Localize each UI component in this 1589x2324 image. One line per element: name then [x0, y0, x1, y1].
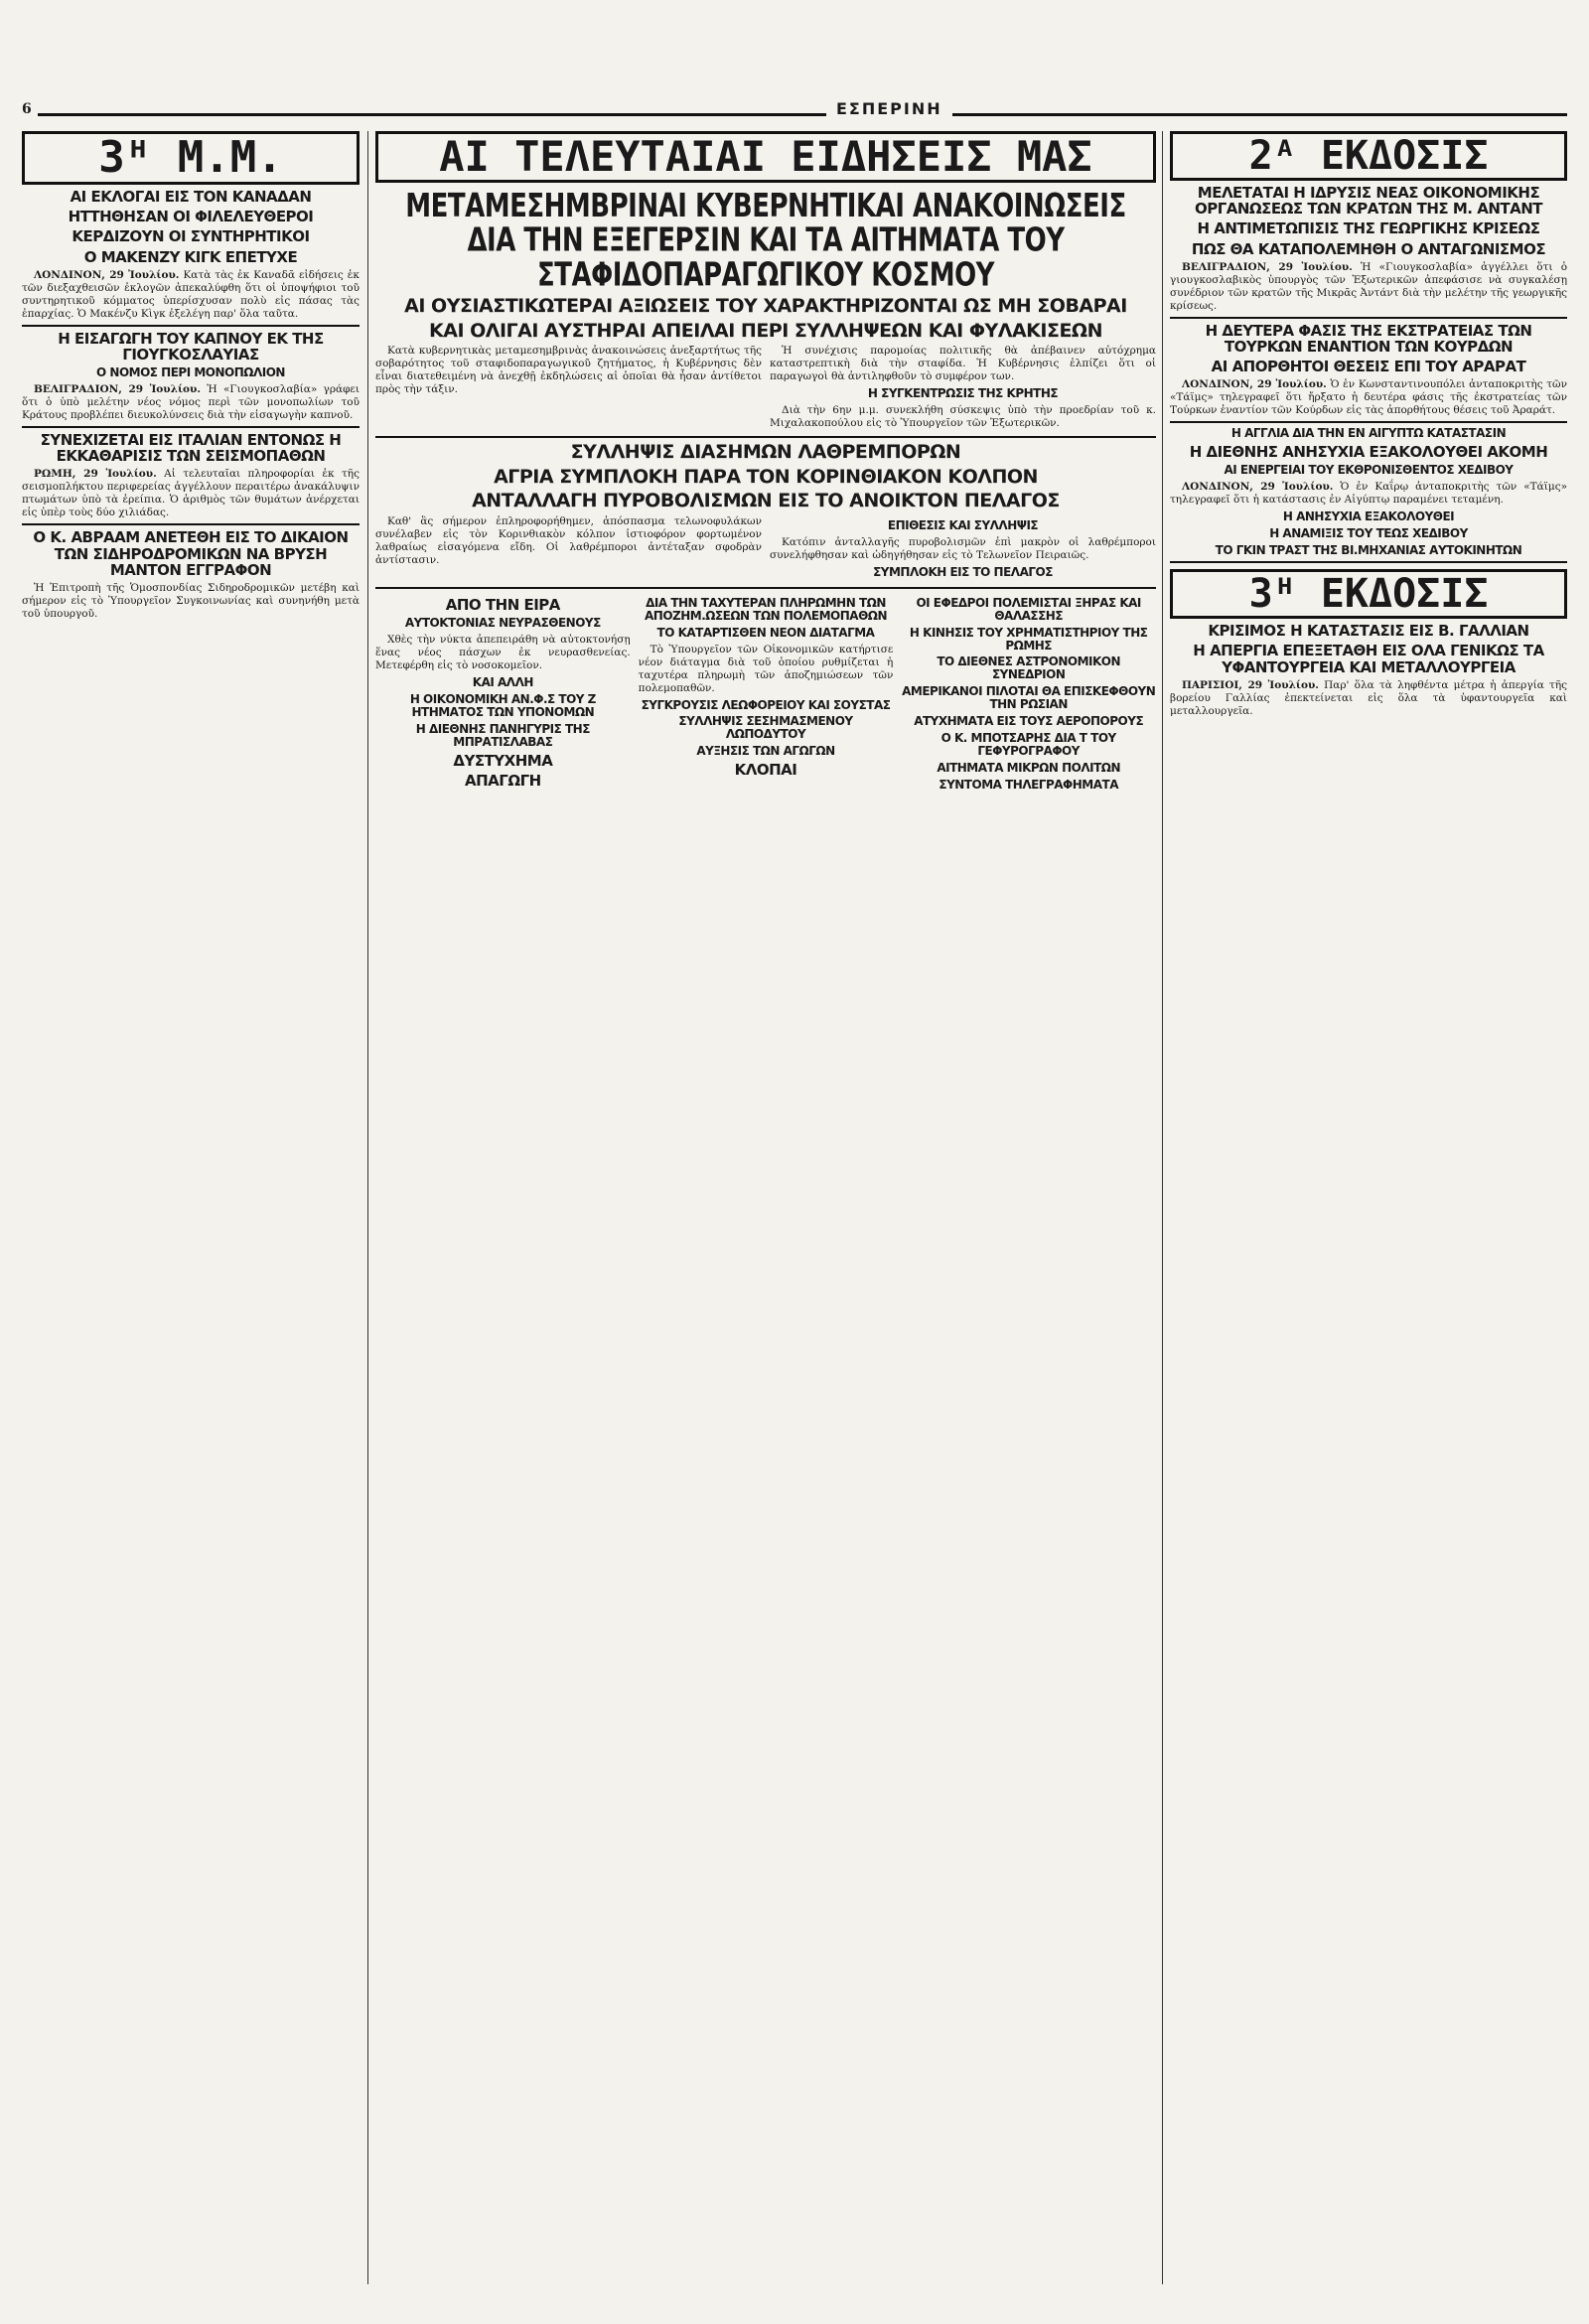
article-body: [1170, 261, 1567, 313]
article-body: [1170, 481, 1567, 507]
subheadline: ΤΟ ΚΑΤΑΡΤΙΣΘΕΝ ΝΕΟΝ ΔΙΑΤΑΓΜΑ: [656, 625, 875, 640]
section-banner: ΑΙ ΤΕΛΕΥΤΑΙΑΙ ΕΙΔΗΣΕΙΣ ΜΑΣ: [375, 131, 1156, 183]
subheadline: ΑΙ ΕΝΕΡΓΕΙΑΙ ΤΟΥ ΕΚΘΡΟΝΙΣΘΕΝΤΟΣ ΧΕΔΙΒΟΥ: [1224, 463, 1514, 478]
dateline: ΛΟΝΔΙΝΟΝ, 29 Ἰουλίου.: [1182, 481, 1334, 494]
article-columns: [375, 345, 1156, 432]
divider: [1170, 561, 1567, 563]
divider: [1170, 421, 1567, 423]
article-text: Ἡ συνέχισις παρομοίας πολιτικῆς θὰ ἀπέβαινεν αὐτόχρημα καταστρεπτικὴ διὰ τὴν σταφίδα. Ἡ Κυβέρνησις ἐλπίζει ὅτι οἱ παραγωγοὶ θὰ ἀντιληφθοῦν τὸ συμφέρον των.: [770, 345, 1156, 383]
headline: ΔΙΑ ΤΗΝ ΤΑΧΥΤΕΡΑΝ ΠΛΗΡΩΜΗΝ ΤΩΝ ΑΠΟΖΗΜ.ΩΣΕΩΝ ΤΩΝ ΠΟΛΕΜΟΠΑΘΩΝ: [644, 595, 888, 623]
article-text: Διὰ τὴν 6ην μ.μ. συνεκλήθη σύσκεψις ὑπὸ τὴν προεδρίαν τοῦ κ. Μιχαλακοπούλου εἰς τὸ Ὑπουργεῖον τῶν Ἐξωτερικῶν.: [770, 404, 1156, 430]
subheadline: Η ΑΝΗΣΥΧΙΑ ΕΞΑΚΟΛΟΥΘΕΙ: [1282, 509, 1455, 524]
divider: [1170, 317, 1567, 319]
headline: ΤΟ ΓΚΙΝ ΤΡΑΣΤ ΤΗΣ ΒΙ.ΜΗΧΑΝΙΑΣ ΑΥΤΟΚΙΝΗΤΩΝ: [1215, 543, 1522, 558]
main-headline: ΜΕΤΑΜΕΣΗΜΒΡΙΝΑΙ ΚΥΒΕΡΝΗΤΙΚΑΙ ΑΝΑΚΟΙΝΩΣΕΙΣ: [405, 188, 1126, 225]
dateline: ΠΑΡΙΣΙΟΙ, 29 Ἰουλίου.: [1182, 678, 1319, 691]
article-text: Αἱ τελευταῖαι πληροφορίαι ἐκ τῆς σεισμοπλήκτου περιφερείας ἀγγέλλουν περαιτέρω ἀνακάλυψιν πτωμάτων ὑπὸ τὰ ἐρείπια. Ὁ ἀριθμὸς τῶν θυμάτων ἀνέρχεται εἰς ὑπὲρ τοὺς δύο χιλιάδας.: [22, 468, 360, 519]
dateline: ΛΟΝΔΙΝΟΝ, 29 Ἰουλίου.: [34, 268, 180, 281]
article-text: Κατόπιν ἀνταλλαγῆς πυροβολισμῶν ἐπὶ μακρὸν οἱ λαθρέμποροι συνελήφθησαν καὶ ὡδηγήθησαν εἰς τὸ Τελωνεῖον Πειραιῶς.: [770, 535, 1156, 561]
headline: ΑΙ ΕΚΛΟΓΑΙ ΕΙΣ ΤΟΝ ΚΑΝΑΔΑΝ: [70, 188, 312, 206]
headline: ΑΙΤΗΜΑΤΑ ΜΙΚΡΩΝ ΠΟΛΙΤΩΝ: [937, 761, 1121, 776]
headline: ΑΠΑΓΩΓΗ: [464, 771, 541, 790]
article-text: Ὁ ἐν Καΐρῳ ἀνταποκριτὴς τῶν «Τάϊμς» τηλεγραφεῖ ὅτι ἡ κατάστασις ἐν Αἰγύπτῳ παραμένει τεταμένη.: [1170, 481, 1567, 507]
headline: ΚΑΙ ΟΛΙΓΑΙ ΑΥΣΤΗΡΑΙ ΑΠΕΙΛΑΙ ΠΕΡΙ ΣΥΛΛΗΨΕΩΝ ΚΑΙ ΦΥΛΑΚΙΣΕΩΝ: [429, 319, 1102, 342]
edition-banner-2: 2ᴬ ΕΚΔΟΣΙΣ: [1170, 131, 1567, 181]
headline: Η ΔΙΕΘΝΗΣ ΑΝΗΣΥΧΙΑ ΕΞΑΚΟΛΟΥΘΕΙ ΑΚΟΜΗ: [1189, 443, 1548, 462]
headline: Η ΕΙΣΑΓΩΓΗ ΤΟΥ ΚΑΠΝΟΥ ΕΚ ΤΗΣ ΓΙΟΥΓΚΟΣΛΑΥΙΑΣ: [58, 329, 324, 363]
headline: ΚΕΡΔΙΖΟΥΝ ΟΙ ΣΥΝΤΗΡΗΤΙΚΟΙ: [72, 227, 310, 246]
article-text: Ἡ Ἐπιτροπὴ τῆς Ὁμοσπονδίας Σιδηροδρομικῶν μετέβη καὶ σήμερον εἰς τὸ Ὑπουργεῖον Συγκοινωνίας καὶ συνηνήθη μετὰ τοῦ ὑπουργοῦ.: [22, 582, 360, 621]
column-rule: [367, 131, 368, 2284]
headline: ΗΤΤΗΘΗΣΑΝ ΟΙ ΦΙΛΕΛΕΥΘΕΡΟΙ: [68, 208, 314, 226]
article-text: Ὁ ἐν Κωνσταντινουπόλει ἀνταποκριτὴς τῶν «Τάϊμς» τηλεγραφεῖ ὅτι ἤρξατο ἡ δευτέρα φάσις τῆς ἐκστρατείας τῶν Τούρκων ἐναντίον τῶν Κούρδων εἰς τὰς ἀπορθήτους θέσεις τοῦ Ἀραράτ.: [1170, 378, 1567, 417]
article-text: Κατὰ τὰς ἐκ Καναδᾶ εἰδήσεις ἐκ τῶν διεξαχθεισῶν ἐκλογῶν ἀπεκαλύφθη ὅτι οἱ ὑποψήφιοι τοῦ συντηρητικοῦ κόμματος ὑπερίσχυσαν πολὺ εἰς πάσας τὰς ἐπαρχίας. Ὁ Μακένζυ Κὶγκ ἐξελέγη παρ' ὅλα ταῦτα.: [22, 268, 360, 320]
article-text: Καθ' ἃς σήμερον ἐπληροφορήθημεν, ἀπόσπασμα τελωνοφυλάκων συνέλαβεν εἰς τὸν Κορινθιακὸν κόλπον ἰστιοφόρον φορτωμένον λαθραίως εἰσαγόμενα εἴδη. Οἱ λαθρέμποροι ἀντέταξαν σφοδρὰν ἀντίστασιν.: [375, 514, 762, 566]
main-headline: ΔΙΑ ΤΗΝ ΕΞΕΓΕΡΣΙΝ ΚΑΙ ΤΑ ΑΙΤΗΜΑΤΑ ΤΟΥ ΣΤΑΦΙΔΟΠΑΡΑΓΩΓΙΚΟΥ ΚΟΣΜΟΥ: [467, 221, 1065, 295]
page-number: 6: [22, 101, 38, 117]
headline: ΔΥΣΤΥΧΗΜΑ: [453, 751, 553, 770]
headline: ΟΙ ΕΦΕΔΡΟΙ ΠΟΛΕΜΙΣΤΑΙ ΞΗΡΑΣ ΚΑΙ ΘΑΛΑΣΣΗΣ: [916, 595, 1141, 623]
headline: Η ΟΙΚΟΝΟΜΙΚΗ ΑΝ.Φ.Σ ΤΟΥ Ζ ΗΤΗΜΑΤΟΣ ΤΩΝ ΥΠΟΝΟΜΩΝ: [409, 691, 596, 719]
right-column: [1170, 131, 1567, 720]
article-text: Ἡ «Γιουγκοσλαβία» γράφει ὅτι ὁ ὑπὸ μελέτην νέος νόμος περὶ τῶν μονοπωλίων τοῦ Κράτους προβλέπει διευκολύνσεις διὰ τὴν εἰσαγωγὴν καπνοῦ.: [22, 383, 360, 422]
divider: [22, 325, 360, 327]
dateline: ΡΩΜΗ, 29 Ἰουλίου.: [34, 468, 157, 481]
headline: Η ΚΙΝΗΣΙΣ ΤΟΥ ΧΡΗΜΑΤΙΣΤΗΡΙΟΥ ΤΗΣ ΡΩΜΗΣ: [909, 625, 1148, 653]
headline: ΑΥΞΗΣΙΣ ΤΩΝ ΑΓΩΓΩΝ: [696, 744, 835, 759]
headline: ΚΡΙΣΙΜΟΣ Η ΚΑΤΑΣΤΑΣΙΣ ΕΙΣ Β. ΓΑΛΛΙΑΝ: [1208, 622, 1529, 641]
article-body: [22, 383, 360, 422]
article-columns: [375, 515, 1156, 583]
divider: [375, 436, 1156, 438]
headline: ΣΥΛΛΗΨΙΣ ΣΕΣΗΜΑΣΜΕΝΟΥ ΛΩΠΟΔΥΤΟΥ: [678, 714, 853, 742]
edition-banner-3mm: 3ᴴ Μ.Μ.: [22, 131, 360, 185]
article-text: Κατὰ κυβερνητικὰς μεταμεσημβρινὰς ἀνακοινώσεις ἀνεξαρτήτως τῆς σοβαρότητος τοῦ σταφιδοπαραγωγικοῦ ζητήματος, ἡ Κυβέρνησις δὲν εἶναι διατεθειμένη νὰ ἀνεχθῇ ἐκδηλώσεις αἱ ὁποῖαι θὰ ἦσαν ἀντίθετοι πρὸς τὴν τάξιν.: [375, 345, 762, 396]
headline: ΣΥΛΛΗΨΙΣ ΔΙΑΣΗΜΩΝ ΛΑΘΡΕΜΠΟΡΩΝ: [570, 441, 961, 464]
center-column: [375, 131, 1156, 796]
headline: ΚΛΟΠΑΙ: [734, 761, 797, 780]
article-body: [22, 468, 360, 519]
header-rule: [22, 113, 1567, 116]
headline: Η ΔΕΥΤΕΡΑ ΦΑΣΙΣ ΤΗΣ ΕΚΣΤΡΑΤΕΙΑΣ ΤΩΝ ΤΟΥΡΚΩΝ ΕΝΑΝΤΙΟΝ ΤΩΝ ΚΟΥΡΔΩΝ: [1205, 321, 1532, 356]
headline: Ο ΜΑΚΕΝΖΥ ΚΙΓΚ ΕΠΕΤΥΧΕ: [83, 247, 298, 266]
dateline: ΒΕΛΙΓΡΑΔΙΟΝ, 29 Ἰουλίου.: [1182, 260, 1353, 273]
article-text: Χθὲς τὴν νύκτα ἀπεπειράθη νὰ αὐτοκτονήσῃ ἕνας νέος πάσχων ἐκ νευρασθενείας. Μετεφέρθη εἰς τὸ νοσοκομεῖον.: [375, 633, 631, 671]
article-text: Ἡ «Γιουγκοσλαβία» ἀγγέλλει ὅτι ὁ γιουγκοσλαβικὸς ὑπουργὸς τῶν Ἐξωτερικῶν ἀπεφάσισε νὰ συγκαλέσῃ συνέδριον τῶν κρατῶν τῆς Μικρᾶς Ἀντάντ διὰ τὴν μελέτην τῆς γεωργικῆς κρίσεως.: [1170, 260, 1567, 312]
headline: Η ΑΓΓΛΙΑ ΔΙΑ ΤΗΝ ΕΝ ΑΙΓΥΠΤΩ ΚΑΤΑΣΤΑΣΙΝ: [1230, 426, 1507, 441]
headline: Η ΔΙΕΘΝΗΣ ΠΑΝΗΓΥΡΙΣ ΤΗΣ ΜΠΡΑΤΙΣΛΑΒΑΣ: [415, 721, 590, 749]
subheadline: ΚΑΙ ΑΛΛΗ: [472, 674, 533, 689]
headline: Ο Κ. ΜΠΟΤΣΑΡΗΣ ΔΙΑ Τ ΤΟΥ ΓΕΦΥΡΟΓΡΑΦΟΥ: [940, 731, 1116, 759]
subheadline: ΣΥΜΠΛΟΚΗ ΕΙΣ ΤΟ ΠΕΛΑΓΟΣ: [873, 564, 1053, 579]
left-column: [22, 131, 360, 623]
divider: [22, 426, 360, 428]
subheadline: Η ΑΝΑΜΙΞΙΣ ΤΟΥ ΤΕΩΣ ΧΕΔΙΒΟΥ: [1269, 526, 1468, 541]
headline: ΣΥΝΤΟΜΑ ΤΗΛΕΓΡΑΦΗΜΑΤΑ: [939, 778, 1118, 793]
headline: ΣΥΓΚΡΟΥΣΙΣ ΛΕΩΦΟΡΕΙΟΥ ΚΑΙ ΣΟΥΣΤΑΣ: [641, 697, 891, 712]
article-body: [1170, 378, 1567, 417]
divider: [375, 587, 1156, 589]
headline: Η ΑΠΕΡΓΙΑ ΕΠΕΞΕΤΑΘΗ ΕΙΣ ΟΛΑ ΓΕΝΙΚΩΣ ΤΑ ΥΦΑΝΤΟΥΡΓΕΙΑ ΚΑΙ ΜΕΤΑΛΛΟΥΡΓΕΙΑ: [1193, 642, 1544, 676]
edition-banner-3: 3ᴴ ΕΚΔΟΣΙΣ: [1170, 569, 1567, 619]
headline: ΑΓΡΙΑ ΣΥΜΠΛΟΚΗ ΠΑΡΑ ΤΟΝ ΚΟΡΙΝΘΙΑΚΟΝ ΚΟΛΠΟΝ: [494, 465, 1038, 488]
page-header: [22, 99, 1567, 121]
headline: ΠΩΣ ΘΑ ΚΑΤΑΠΟΛΕΜΗΘΗ Ο ΑΝΤΑΓΩΝΙΣΜΟΣ: [1191, 239, 1546, 258]
headline: ΑΠΟ ΤΗΝ ΕΙΡΑ: [445, 595, 560, 614]
article-text: Τὸ Ὑπουργεῖον τῶν Οἰκονομικῶν κατήρτισε νέον διάταγμα διὰ τοῦ ὁποίου ρυθμίζεται ἡ ταχυτέρα πληρωμὴ τῶν ἀποζημιώσεων τῶν πολεμοπαθῶν.: [638, 643, 894, 694]
subheadline: Η ΣΥΓΚΕΝΤΡΩΣΙΣ ΤΗΣ ΚΡΗΤΗΣ: [867, 386, 1059, 401]
dateline: ΒΕΛΙΓΡΑΔΙΟΝ, 29 Ἰουλίου.: [34, 383, 201, 396]
headline: ΑΙ ΟΥΣΙΑΣΤΙΚΩΤΕΡΑΙ ΑΞΙΩΣΕΙΣ ΤΟΥ ΧΑΡΑΚΤΗΡΙΖΟΝΤΑΙ ΩΣ ΜΗ ΣΟΒΑΡΑΙ: [404, 295, 1127, 318]
headline: ΑΤΥΧΗΜΑΤΑ ΕΙΣ ΤΟΥΣ ΑΕΡΟΠΟΡΟΥΣ: [914, 714, 1144, 729]
headline: ΣΥΝΕΧΙΖΕΤΑΙ ΕΙΣ ΙΤΑΛΙΑΝ ΕΝΤΟΝΩΣ Η ΕΚΚΑΘΑΡΙΣΙΣ ΤΩΝ ΣΕΙΣΜΟΠΑΘΩΝ: [40, 431, 342, 466]
article-body: [1170, 679, 1567, 718]
divider: [22, 523, 360, 525]
headline: ΤΟ ΔΙΕΘΝΕΣ ΑΣΤΡΟΝΟΜΙΚΟΝ ΣΥΝΕΔΡΙΟΝ: [937, 654, 1121, 682]
column-rule: [1162, 131, 1163, 2284]
masthead: ΕΣΠΕΡΙΝΗ: [826, 99, 952, 118]
lower-news-grid: [375, 593, 1156, 796]
headline: ΜΕΛΕΤΑΤΑΙ Η ΙΔΡΥΣΙΣ ΝΕΑΣ ΟΙΚΟΝΟΜΙΚΗΣ ΟΡΓΑΝΩΣΕΩΣ ΤΩΝ ΚΡΑΤΩΝ ΤΗΣ Μ. ΑΝΤΑΝΤ: [1194, 184, 1543, 218]
subheadline: Ο ΝΟΜΟΣ ΠΕΡΙ ΜΟΝΟΠΩΛΙΟΝ: [96, 365, 285, 380]
subheadline: ΕΠΙΘΕΣΙΣ ΚΑΙ ΣΥΛΛΗΨΙΣ: [887, 517, 1039, 532]
headline: Η ΑΝΤΙΜΕΤΩΠΙΣΙΣ ΤΗΣ ΓΕΩΡΓΙΚΗΣ ΚΡΙΣΕΩΣ: [1197, 219, 1540, 238]
article-text: Παρ' ὅλα τὰ ληφθέντα μέτρα ἡ ἀπεργία τῆς βορείου Γαλλίας ἐπεκτείνεται εἰς ὅλα τὰ ὑφαντουργεῖα καὶ μεταλλουργεῖα.: [1170, 678, 1567, 717]
headline: ΑΜΕΡΙΚΑΝΟΙ ΠΙΛΟΤΑΙ ΘΑ ΕΠΙΣΚΕΦΘΟΥΝ ΤΗΝ ΡΩΣΙΑΝ: [902, 684, 1156, 712]
article-body: [22, 269, 360, 321]
subheadline: ΑΥΤΟΚΤΟΝΙΑΣ ΝΕΥΡΑΣΘΕΝΟΥΣ: [404, 615, 601, 630]
headline: ΑΙ ΑΠΟΡΘΗΤΟΙ ΘΕΣΕΙΣ ΕΠΙ ΤΟΥ ΑΡΑΡΑΤ: [1211, 358, 1526, 376]
headline: ΑΝΤΑΛΛΑΓΗ ΠΥΡΟΒΟΛΙΣΜΩΝ ΕΙΣ ΤΟ ΑΝΟΙΚΤΟΝ ΠΕΛΑΓΟΣ: [472, 490, 1060, 512]
headline: Ο Κ. ΑΒΡΑΑΜ ΑΝΕΤΕΘΗ ΕΙΣ ΤΟ ΔΙΚΑΙΟΝ ΤΩΝ ΣΙΔΗΡΟΔΡΟΜΙΚΩΝ ΝΑ ΒΡΥΣΗ ΜΑΝΤΟΝ ΕΓΓΡΑΦΟΝ: [33, 528, 349, 579]
dateline: ΛΟΝΔΙΝΟΝ, 29 Ἰουλίου.: [1182, 378, 1327, 391]
